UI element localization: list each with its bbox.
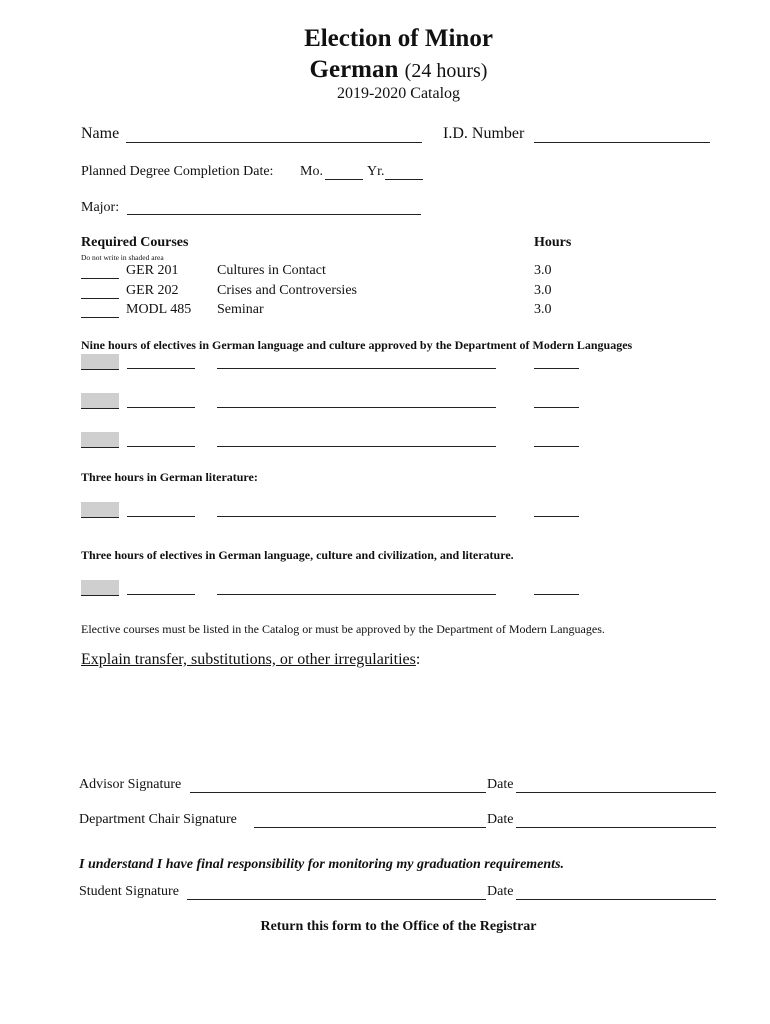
elective-title-field[interactable] [217, 446, 496, 447]
explain-colon: : [415, 651, 421, 668]
course-check-field[interactable] [81, 317, 119, 318]
major-field[interactable] [127, 214, 421, 215]
completion-date-label: Planned Degree Completion Date: [81, 164, 274, 179]
literature-heading: Three hours in German literature: [81, 470, 258, 484]
month-field[interactable] [325, 179, 363, 180]
catalog-year: 2019-2020 Catalog [336, 85, 461, 102]
explain-text-area[interactable] [81, 675, 711, 765]
course-hours: 3.0 [534, 283, 552, 298]
elective-hours-field[interactable] [534, 407, 579, 408]
advisor-date-field[interactable] [516, 792, 716, 793]
hours-heading: Hours [534, 235, 572, 250]
year-label: Yr. [367, 164, 385, 179]
elective-title-field[interactable] [217, 368, 496, 369]
student-signature-field[interactable] [187, 899, 486, 900]
literature-code-field[interactable] [127, 516, 195, 517]
hours-note: (24 hours) [404, 60, 488, 82]
program-name: German [309, 56, 399, 83]
required-courses-heading: Required Courses [81, 235, 189, 250]
student-date-field[interactable] [516, 899, 716, 900]
shaded-box [81, 580, 119, 596]
course-code: GER 202 [126, 283, 179, 298]
form-title: Election of Minor [304, 25, 493, 52]
elective-code-field[interactable] [127, 407, 195, 408]
civilization-code-field[interactable] [127, 594, 195, 595]
elective-code-field[interactable] [127, 368, 195, 369]
course-title: Seminar [217, 302, 264, 317]
student-date-label: Date [487, 884, 514, 899]
chair-date-field[interactable] [516, 827, 716, 828]
shaded-box [81, 432, 119, 448]
advisor-signature-field[interactable] [190, 792, 486, 793]
course-title: Crises and Controversies [217, 283, 357, 298]
major-label: Major: [81, 200, 120, 215]
elective-note: Elective courses must be listed in the Catalog or must be approved by the Department of Modern Languages. [81, 622, 605, 636]
electives-heading: Nine hours of electives in German language and culture approved by the Department of Modern Languages [81, 338, 633, 352]
course-hours: 3.0 [534, 302, 552, 317]
elective-hours-field[interactable] [534, 446, 579, 447]
chair-signature-field[interactable] [254, 827, 486, 828]
acknowledgement-statement: I understand I have final responsibility for monitoring my graduation requirements. [79, 857, 565, 872]
chair-signature-label: Department Chair Signature [79, 812, 237, 827]
elective-code-field[interactable] [127, 446, 195, 447]
literature-title-field[interactable] [217, 516, 496, 517]
course-check-field[interactable] [81, 278, 119, 279]
elective-hours-field[interactable] [534, 368, 579, 369]
name-field[interactable] [126, 142, 422, 143]
shaded-area-note: Do not write in shaded area [81, 253, 164, 262]
chair-date-label: Date [487, 812, 514, 827]
advisor-signature-label: Advisor Signature [79, 777, 182, 792]
id-number-label: I.D. Number [443, 125, 525, 142]
year-field[interactable] [385, 179, 423, 180]
course-title: Cultures in Contact [217, 263, 326, 278]
shaded-box [81, 393, 119, 409]
name-label: Name [81, 125, 120, 142]
course-code: GER 201 [126, 263, 179, 278]
id-number-field[interactable] [534, 142, 710, 143]
elective-title-field[interactable] [217, 407, 496, 408]
civilization-title-field[interactable] [217, 594, 496, 595]
advisor-date-label: Date [487, 777, 514, 792]
program-heading [0, 56, 770, 84]
course-code: MODL 485 [126, 302, 192, 317]
explain-label [81, 651, 420, 669]
course-hours: 3.0 [534, 263, 552, 278]
shaded-box [81, 354, 119, 370]
shaded-box [81, 502, 119, 518]
civilization-heading: Three hours of electives in German language, culture and civilization, and literature. [81, 548, 514, 562]
student-signature-label: Student Signature [79, 884, 179, 899]
return-instruction: Return this form to the Office of the Registrar [260, 919, 537, 934]
month-label: Mo. [300, 164, 323, 179]
course-check-field[interactable] [81, 298, 119, 299]
literature-hours-field[interactable] [534, 516, 579, 517]
explain-label-text: Explain transfer, substitutions, or other irregularities [81, 651, 416, 668]
civilization-hours-field[interactable] [534, 594, 579, 595]
